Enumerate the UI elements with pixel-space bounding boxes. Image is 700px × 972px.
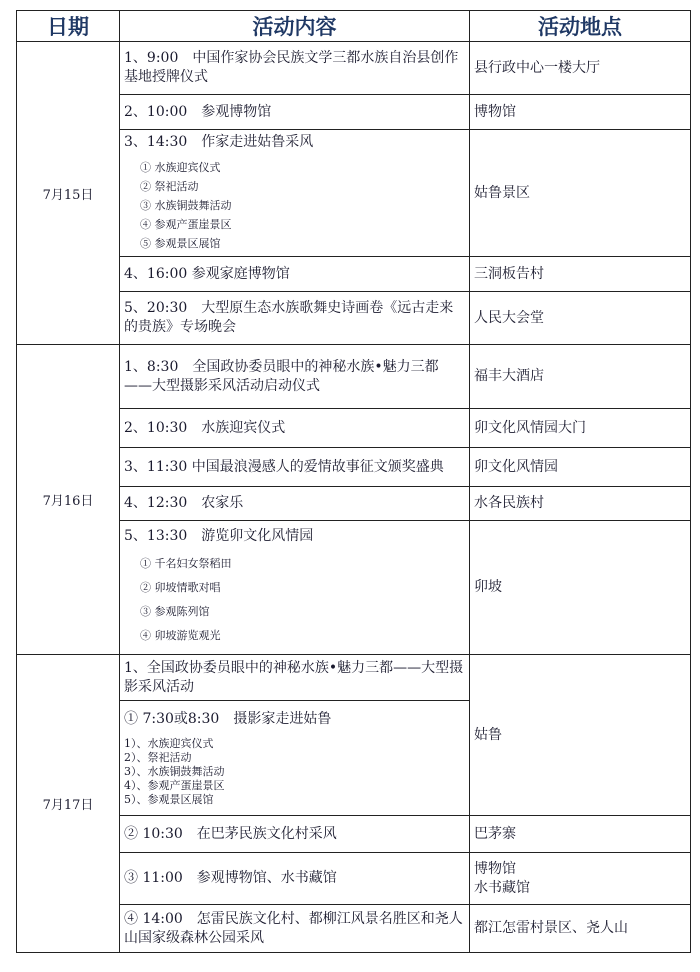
location-cell: 巴茅寨 xyxy=(470,816,691,853)
sub-item: ③ 参观陈列馆 xyxy=(140,605,210,618)
location-cell: 三洞板告村 xyxy=(470,257,691,292)
sub-item: ④ 参观产蛋崖景区 xyxy=(140,218,232,231)
activity-cell: 1、全国政协委员眼中的神秘水族•魅力三都——大型摄影采风活动 xyxy=(120,655,470,701)
activity-heading: 3、14:30 作家走进姑鲁采风 xyxy=(124,134,314,150)
sub-item: ② 祭祀活动 xyxy=(140,180,199,193)
sub-list xyxy=(124,737,465,807)
sub-list xyxy=(124,158,465,253)
activity-cell: 3、11:30 中国最浪漫感人的爱情故事征文颁奖盛典 xyxy=(120,448,470,487)
table-row xyxy=(17,345,691,409)
sub-item: 1）、水族迎宾仪式 xyxy=(124,736,214,750)
activity-cell: 1、8:30 全国政协委员眼中的神秘水族•魅力三都——大型摄影采风活动启动仪式 xyxy=(120,345,470,409)
activity-cell: 2、10:30 水族迎宾仪式 xyxy=(120,409,470,448)
schedule-table xyxy=(16,10,691,953)
location-cell: 姑鲁 xyxy=(470,655,691,816)
location-cell: 卯文化风情园大门 xyxy=(470,409,691,448)
location-cell: 姑鲁景区 xyxy=(470,130,691,257)
activity-cell: 2、10:00 参观博物馆 xyxy=(120,95,470,130)
location-line: 博物馆 xyxy=(474,860,516,877)
table-row xyxy=(17,655,691,701)
activity-cell: ② 10:30 在巴茅民族文化村采风 xyxy=(120,816,470,853)
header-location: 活动地点 xyxy=(470,11,691,42)
activity-cell: 5、20:30 大型原生态水族歌舞史诗画卷《远古走来的贵族》专场晚会 xyxy=(120,292,470,345)
header-date: 日期 xyxy=(17,11,120,42)
activity-cell: ④ 14:00 怎雷民族文化村、都柳江风景名胜区和尧人山国家级森林公园采风 xyxy=(120,905,470,953)
location-cell: 人民大会堂 xyxy=(470,292,691,345)
location-cell: 福丰大酒店 xyxy=(470,345,691,409)
sub-item: 4）、参观产蛋崖景区 xyxy=(124,778,225,792)
location-cell: 卯坡 xyxy=(470,521,691,655)
sub-item: ② 卯坡情歌对唱 xyxy=(140,581,221,594)
header-row xyxy=(17,11,691,42)
location-cell: 卯文化风情园 xyxy=(470,448,691,487)
sub-item: ③ 水族铜鼓舞活动 xyxy=(140,199,232,212)
sub-item: 2）、祭祀活动 xyxy=(124,750,192,764)
sub-item: ⑤ 参观景区展馆 xyxy=(140,237,221,250)
location-line: 水书藏馆 xyxy=(474,879,530,896)
activity-cell xyxy=(120,130,470,257)
activity-heading: 5、13:30 游览卯文化风情园 xyxy=(124,528,314,544)
location-cell: 水各民族村 xyxy=(470,487,691,521)
activity-cell: 1、9:00 中国作家协会民族文学三都水族自治县创作基地授牌仪式 xyxy=(120,42,470,95)
sub-item: 3）、水族铜鼓舞活动 xyxy=(124,764,225,778)
activity-cell: 4、12:30 农家乐 xyxy=(120,487,470,521)
activity-heading: ① 7:30或8:30 摄影家走进姑鲁 xyxy=(124,710,332,727)
date-cell: 7月17日 xyxy=(17,655,120,953)
sub-item: ④ 卯坡游览观光 xyxy=(140,629,221,642)
date-cell: 7月16日 xyxy=(17,345,120,655)
activity-cell xyxy=(120,521,470,655)
sub-item: ① 千名妇女祭稻田 xyxy=(140,557,232,570)
location-cell xyxy=(470,853,691,905)
activity-cell xyxy=(120,701,470,816)
date-cell: 7月15日 xyxy=(17,42,120,345)
activity-cell: ③ 11:00 参观博物馆、水书藏馆 xyxy=(120,853,470,905)
sub-list xyxy=(124,552,465,648)
sub-item: ① 水族迎宾仪式 xyxy=(140,161,221,174)
location-cell: 都江怎雷村景区、尧人山 xyxy=(470,905,691,953)
location-cell: 县行政中心一楼大厅 xyxy=(470,42,691,95)
table-row xyxy=(17,42,691,95)
header-activity: 活动内容 xyxy=(120,11,470,42)
sub-item: 5）、参观景区展馆 xyxy=(124,792,214,806)
location-cell: 博物馆 xyxy=(470,95,691,130)
activity-cell: 4、16:00 参观家庭博物馆 xyxy=(120,257,470,292)
